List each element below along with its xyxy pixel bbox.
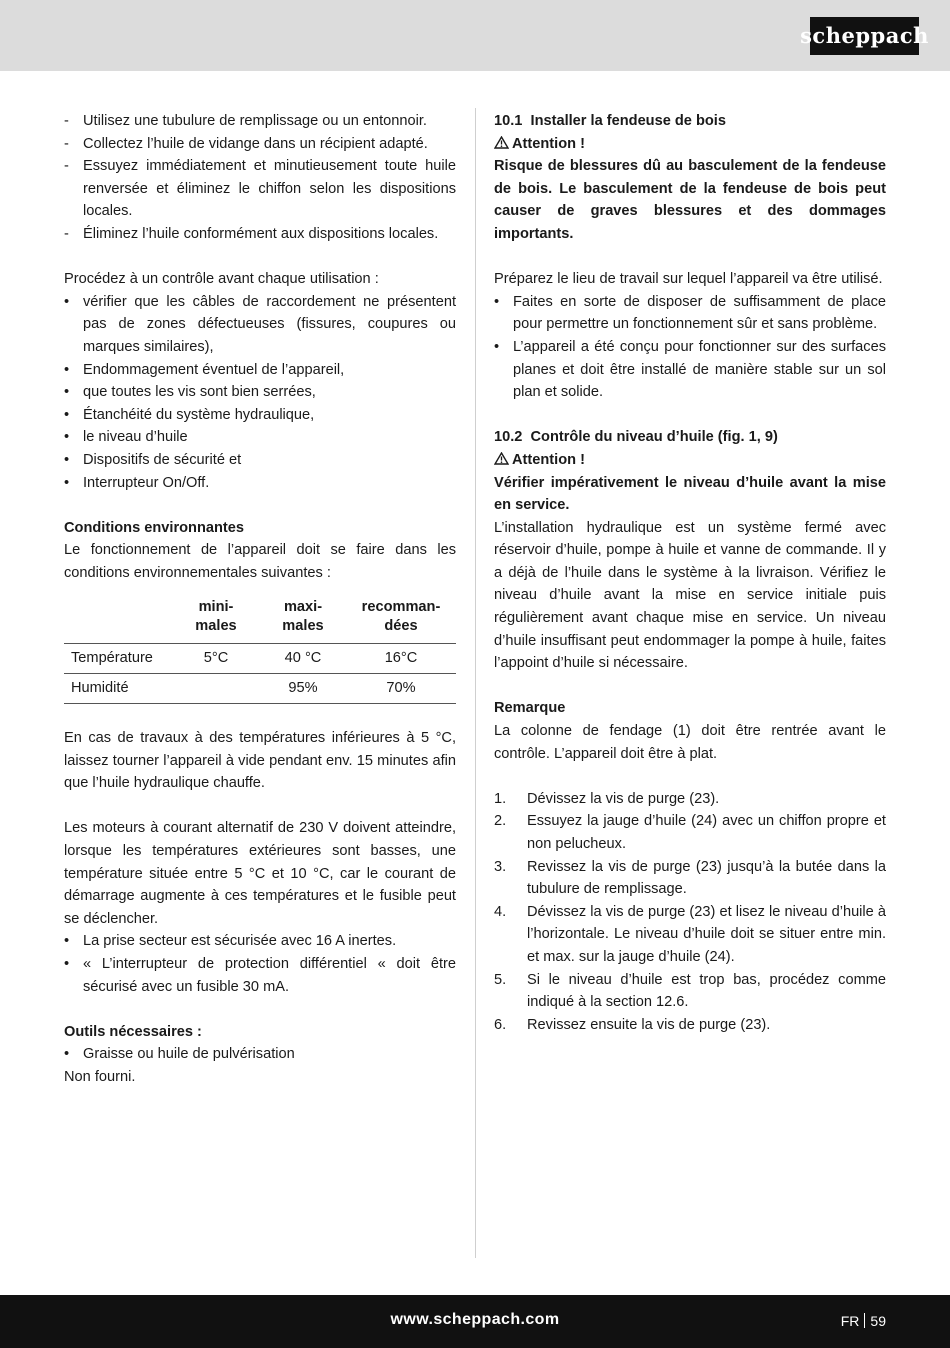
step-item: 2. Essuyez la jauge d’huile (24) avec un chiffon propre et non pelucheux. bbox=[494, 813, 886, 852]
env-text: Le fonctionnement de l’appareil doit se faire dans les conditions environnementales suivantes : bbox=[64, 542, 456, 581]
right-column bbox=[494, 110, 886, 1036]
table-cell: 40 °C bbox=[260, 644, 346, 674]
table-cell: Température bbox=[64, 644, 172, 674]
list-item: - Essuyez immédiatement et minutieusement toute huile renversée et éliminez le chiffon selon les dispositions locales. bbox=[64, 158, 456, 220]
attention-line: Attention ! bbox=[494, 449, 886, 472]
scheppach-logo: scheppach bbox=[810, 17, 919, 55]
list-item: • « L’interrupteur de protection différentiel « doit être sécurisé avec un fusible 30 mA. bbox=[64, 956, 456, 995]
list-item: • Dispositifs de sécurité et bbox=[64, 451, 242, 468]
motor-text: Les moteurs à courant alternatif de 230 V doivent atteindre, lorsque les températures extérieures sont basses, une température située entre 5 °C et 10 °C, car le courant de démarrage augmente à ces températures et le fusible peut se déclencher. bbox=[64, 820, 456, 927]
step-item: 1. Dévissez la vis de purge (23). bbox=[494, 790, 720, 807]
remark-text: La colonne de fendage (1) doit être rentrée avant le contrôle. L’appareil doit être à plat. bbox=[494, 723, 886, 762]
oil-handling-list bbox=[64, 110, 456, 246]
website-link[interactable]: www.scheppach.com bbox=[390, 1311, 560, 1328]
header-bar bbox=[0, 0, 950, 71]
steps-list bbox=[494, 788, 886, 1037]
list-item: • L’appareil a été conçu pour fonctionner sur des surfaces planes et doit être installé de manière stable sur un sol plan et solide. bbox=[494, 338, 886, 401]
table-header-cell: maxi- males bbox=[260, 592, 346, 644]
table-header-cell: mini- males bbox=[172, 592, 260, 644]
table-cell: 16°C bbox=[346, 644, 456, 674]
workplace-text: Préparez le lieu de travail sur lequel l’appareil va être utilisé. bbox=[494, 271, 883, 288]
motor-list bbox=[64, 930, 456, 998]
env-heading: Conditions environnantes bbox=[64, 519, 244, 536]
list-item: • La prise secteur est sécurisée avec 16 A inertes. bbox=[64, 933, 397, 950]
warning-triangle-icon bbox=[494, 136, 509, 149]
cold-text: En cas de travaux à des températures inférieures à 5 °C, laissez tourner l’appareil à vide pendant env. 15 minutes afin que l’huile hydraulique chauffe. bbox=[64, 730, 456, 792]
tools-note: Non fourni. bbox=[64, 1068, 136, 1085]
separator bbox=[864, 1313, 865, 1328]
table-header-cell bbox=[64, 592, 172, 644]
language-code: FR bbox=[840, 1313, 860, 1329]
table-header-row bbox=[64, 592, 456, 644]
table-row bbox=[64, 644, 456, 674]
list-item: - Éliminez l’huile conformément aux dispositions locales. bbox=[64, 225, 439, 242]
warning-triangle-icon bbox=[494, 452, 509, 465]
list-item: - Collectez l’huile de vidange dans un récipient adapté. bbox=[64, 135, 428, 152]
check-list bbox=[64, 291, 456, 494]
check-intro: Procédez à un contrôle avant chaque utilisation : bbox=[64, 271, 379, 288]
section-10-2-heading: 10.2 Contrôle du niveau d’huile (fig. 1, 9) bbox=[494, 429, 778, 446]
attention-line: Attention ! bbox=[494, 133, 886, 156]
table-cell: 95% bbox=[260, 674, 346, 704]
step-item: 4. Dévissez la vis de purge (23) et lisez le niveau d’huile à l’horizontale. Le niveau d’huile doit se situer entre min. et max. sur la jauge d’huile (24). bbox=[494, 903, 886, 965]
hydraulic-text: L’installation hydraulique est un système fermé avec réservoir d’huile, pompe à huile et vanne de commande. Il y a déjà de l’huile dans le système à la livraison. Vérifiez le niveau d’huile avant la mise en service initiale puis régulièrement avant chaque mise en service. Un niveau d’huile insuffisant peut endommager la pompe à huile, faites l’appoint d’huile si nécessaire. bbox=[494, 519, 886, 672]
list-item: • Faites en sorte de disposer de suffisamment de place pour permettre un fonctionnement sûr et sans problème. bbox=[494, 293, 886, 333]
table-cell: Humidité bbox=[64, 674, 172, 704]
step-item: 3. Revissez la vis de purge (23) jusqu’à la butée dans la tubulure de remplissage. bbox=[494, 858, 886, 898]
table-row bbox=[64, 674, 456, 704]
oil-level-warning: Vérifier impérativement le niveau d’huile avant la mise en service. bbox=[494, 474, 886, 514]
env-table bbox=[64, 592, 456, 704]
list-item: • Endommagement éventuel de l’appareil, bbox=[64, 361, 345, 378]
page-number: 59 bbox=[870, 1313, 886, 1329]
tools-heading: Outils nécessaires : bbox=[64, 1023, 202, 1040]
table-cell bbox=[172, 674, 260, 704]
remark-heading: Remarque bbox=[494, 700, 566, 717]
table-cell: 70% bbox=[346, 674, 456, 704]
column-divider bbox=[475, 108, 476, 1258]
left-column bbox=[64, 110, 456, 1089]
section-10-1-heading: 10.1 Installer la fendeuse de bois bbox=[494, 113, 726, 129]
footer-bar bbox=[0, 1295, 950, 1348]
list-item: • Étanchéité du système hydraulique, bbox=[64, 406, 315, 423]
step-item: 6. Revissez ensuite la vis de purge (23). bbox=[494, 1016, 771, 1033]
tipping-warning: Risque de blessures dû au basculement de la fendeuse de bois. Le basculement de la fendeuse de bois peut causer de graves blessures et des dommages importants. bbox=[494, 158, 886, 242]
page-info bbox=[841, 1310, 886, 1333]
list-item: - Utilisez une tubulure de remplissage ou un entonnoir. bbox=[64, 113, 427, 129]
list-item: • Interrupteur On/Off. bbox=[64, 474, 210, 491]
table-cell: 5°C bbox=[172, 644, 260, 674]
workplace-list bbox=[494, 291, 886, 404]
list-item: • que toutes les vis sont bien serrées, bbox=[64, 384, 316, 401]
list-item: • Graisse ou huile de pulvérisation bbox=[64, 1046, 295, 1063]
step-item: 5. Si le niveau d’huile est trop bas, procédez comme indiqué à la section 12.6. bbox=[494, 971, 886, 1011]
list-item: • vérifier que les câbles de raccordement ne présentent pas de zones défectueuses (fissures, coupures ou marques similaires), bbox=[64, 293, 456, 355]
list-item: • le niveau d’huile bbox=[64, 429, 188, 446]
table-header-cell: recomman- dées bbox=[346, 592, 456, 644]
